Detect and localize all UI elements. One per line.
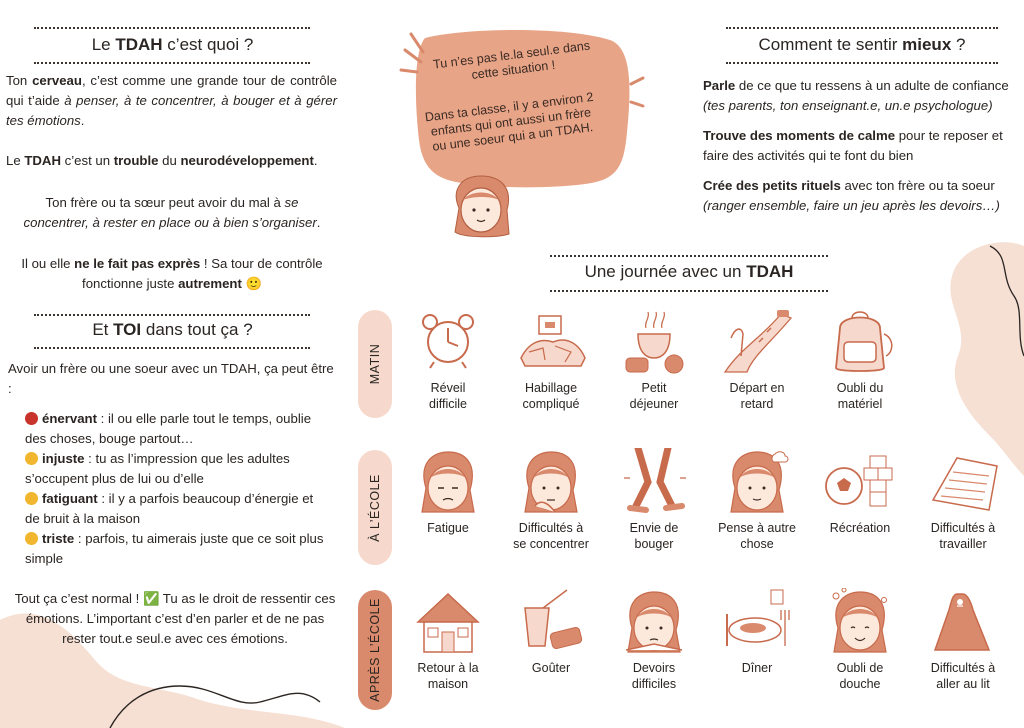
feeling-item [25, 529, 325, 569]
day-item-label-line: chose [740, 537, 774, 551]
day-item-label-line: bouger [634, 537, 674, 551]
tired-girl-icon [412, 448, 484, 516]
day-item-label-line: maison [427, 677, 469, 691]
day-item-label-line: Fatigue [427, 521, 469, 535]
section-title-better: Comment te sentir mieux ? [758, 35, 966, 54]
day-item-label-line: déjeuner [629, 397, 679, 411]
day-item [810, 308, 910, 412]
feeling-label: injuste [42, 451, 85, 466]
feeling-label: triste [42, 531, 75, 546]
day-item-label [810, 660, 910, 692]
day-item [604, 448, 704, 552]
day-item-label [398, 660, 498, 692]
dotted-rule [34, 314, 310, 316]
bubble-line-2: Dans ta classe, il y a environ 2 enfants qui ont aussi un frère ou une soeur qui a un TDAH. [424, 89, 595, 154]
day-item-label-line: Départ en [729, 381, 785, 395]
row-label-morning: MATIN [358, 310, 392, 418]
section-title-you: Et TOI dans tout ça ? [92, 320, 253, 339]
day-item [810, 448, 910, 536]
messy-clothes-icon [515, 308, 587, 376]
backpack-icon [824, 308, 896, 376]
feeling-label: fatiguant [42, 491, 98, 506]
feeling-text: : tu as l’impression que les adultes s’occupent plus de lui ou d’elle [25, 451, 290, 486]
day-item-label [604, 660, 704, 692]
day-item-label-line: Oubli de [836, 661, 884, 675]
bored-girl-icon [515, 448, 587, 516]
feelings-list [25, 409, 325, 569]
day-item-label-line: retard [740, 397, 774, 411]
day-item [707, 588, 807, 676]
day-item-label-line: Réveil [430, 381, 466, 395]
dotted-rule [550, 255, 828, 257]
day-item-label-line: Goûter [531, 661, 571, 675]
tip-example: (ranger ensemble, faire un jeu après les devoirs…) [703, 198, 1000, 213]
day-item [604, 588, 704, 692]
breakfast-icon [618, 308, 690, 376]
daydream-girl-icon [721, 448, 793, 516]
day-item-label [604, 520, 704, 552]
girl-face-icon [455, 176, 509, 237]
house-icon [412, 588, 484, 656]
day-item [913, 588, 1013, 692]
tip-item [703, 76, 1023, 116]
tip-example: (tes parents, ton enseignant.e, un.e psychologue) [703, 98, 993, 113]
day-item-label-line: se concentrer [513, 537, 589, 551]
alarm-clock-icon [412, 308, 484, 376]
day-item-label [707, 660, 807, 676]
bubble-line-1: Tu n’es pas le.la seul.e dans cette situation ! [432, 38, 591, 83]
section-title-what: Le TDAH c’est quoi ? [91, 35, 254, 54]
emoji-icon [25, 492, 38, 505]
emoji-icon [25, 452, 38, 465]
paragraph-sibling: Avoir un frère ou une soeur avec un TDAH, ça peut être : [8, 361, 334, 396]
dotted-rule [550, 290, 828, 292]
dotted-rule [34, 62, 310, 64]
day-item-label-line: compliqué [522, 397, 580, 411]
feeling-label: énervant [42, 411, 97, 426]
paragraph-not-on-purpose: Il ou elle ne le fait pas exprès ! Sa tour de contrôle fonctionne juste autrement 🙂 [21, 256, 323, 291]
day-item [398, 588, 498, 692]
dotted-rule [726, 27, 998, 29]
day-item-label-line: Petit [641, 381, 667, 395]
section-title-day: Une journée avec un TDAH [584, 262, 794, 281]
tip-title: Trouve des moments de calme [703, 128, 896, 143]
day-item [913, 448, 1013, 552]
tip-item [703, 126, 1023, 166]
day-item [707, 448, 807, 552]
paragraph-definition: Le TDAH c’est un trouble du neurodéveloppement. [6, 153, 318, 168]
day-item [604, 308, 704, 412]
day-item [398, 308, 498, 412]
day-item-label [810, 520, 910, 536]
day-item-label-line: Devoirs [632, 661, 676, 675]
day-item-label-line: Envie de [629, 521, 679, 535]
day-item-label [810, 380, 910, 412]
feeling-text: : il ou elle parle tout le temps, oublie des choses, bouge partout… [25, 411, 312, 446]
day-item-label-line: douche [839, 677, 881, 691]
day-item-label-line: Oubli du [836, 381, 884, 395]
left-column [0, 0, 345, 728]
day-item-label-line: difficiles [631, 677, 677, 691]
day-item-label-line: difficile [429, 397, 467, 411]
day-item-label [501, 380, 601, 412]
day-item-label-line: Retour à la [417, 661, 479, 675]
legs-moving-icon [618, 448, 690, 516]
day-item-label-line: travailler [939, 537, 987, 551]
paragraph-brain: Ton cerveau, c’est comme une grande tour de contrôle qui t’aide à penser, à te concentrer, à bouger et à gérer tes émotions. [6, 73, 337, 128]
day-item [501, 308, 601, 412]
row-label-after-school: APRÈS L’ÉCOLE [358, 590, 392, 710]
snack-icon [515, 588, 587, 656]
worksheet-icon [927, 448, 999, 516]
day-item-label [501, 660, 601, 676]
feeling-item [25, 489, 325, 529]
dotted-rule [34, 347, 310, 349]
day-item-label [913, 660, 1013, 692]
day-item [398, 448, 498, 536]
day-item-label-line: Habillage [524, 381, 578, 395]
day-item [501, 448, 601, 552]
day-item-label-line: Difficultés à [930, 661, 996, 675]
tip-title: Parle [703, 78, 736, 93]
day-item-label [501, 520, 601, 552]
shower-girl-icon [824, 588, 896, 656]
tip-title: Crée des petits rituels [703, 178, 841, 193]
day-item-label-line: Difficultés à [930, 521, 996, 535]
tip-text: avec ton frère ou ta soeur [840, 178, 995, 193]
bed-icon [927, 588, 999, 656]
day-item-label [707, 380, 807, 412]
day-item-label-line: Pense à autre [718, 521, 796, 535]
feeling-text: : il y a parfois beaucoup d’énergie et de bruit à la maison [25, 491, 314, 526]
day-item [501, 588, 601, 676]
day-item-label [398, 520, 498, 536]
paragraph-normal: Tout ça c’est normal ! ✅ Tu as le droit de ressentir ces émotions. L’important c’est d’en parler et de ne pas rester tout.e seul.e avec ces émotions. [14, 591, 336, 646]
football-hopscotch-icon [824, 448, 896, 516]
tip-item [703, 176, 1023, 216]
row-label-school: À L’ÉCOLE [358, 450, 392, 565]
tips-list [703, 76, 1023, 226]
day-item-label [707, 520, 807, 552]
feeling-text: : parfois, tu aimerais juste que ce soit plus simple [25, 531, 324, 566]
dotted-rule [34, 27, 310, 29]
tip-text: de ce que tu ressens à un adulte de confiance [735, 78, 1009, 93]
emoji-icon [25, 412, 38, 425]
day-item-label-line: aller au lit [936, 677, 990, 691]
feeling-item [25, 409, 325, 449]
day-item-label-line: matériel [837, 397, 883, 411]
day-item-label [604, 380, 704, 412]
day-item-label-line: Difficultés à [518, 521, 584, 535]
emoji-icon [25, 532, 38, 545]
day-item-label [398, 380, 498, 412]
day-item-label-line: Récréation [829, 521, 891, 535]
day-item-label [913, 520, 1013, 552]
day-item [707, 308, 807, 412]
road-departure-icon [721, 308, 793, 376]
day-item [810, 588, 910, 692]
homework-girl-icon [618, 588, 690, 656]
dinner-plate-icon [721, 588, 793, 656]
day-item-label-line: Dîner [741, 661, 773, 675]
paragraph-difficulties: Ton frère ou ta sœur peut avoir du mal à se concentrer, à rester en place ou à bien s’organiser. [23, 195, 321, 230]
dotted-rule [726, 62, 998, 64]
feeling-item [25, 449, 325, 489]
tip-text: pour te reposer et faire des activités qui te font du bien [703, 128, 1003, 163]
